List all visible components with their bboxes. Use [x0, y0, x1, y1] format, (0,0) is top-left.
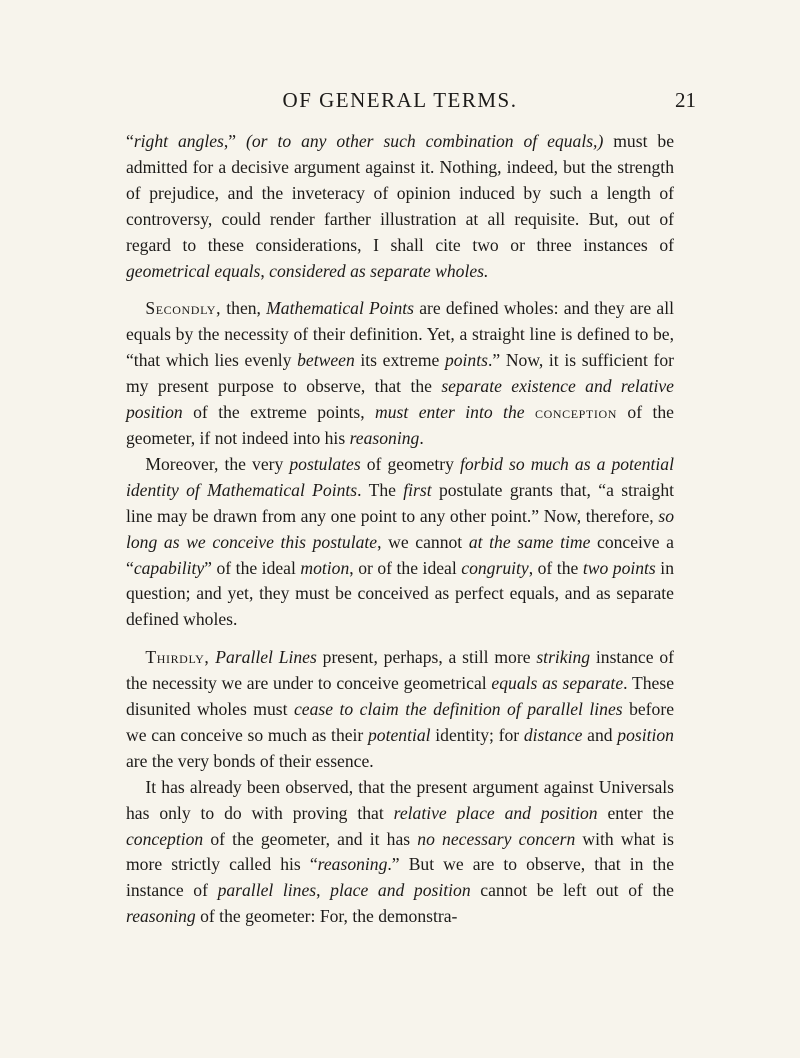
- italic-text: first: [403, 479, 432, 500]
- paragraph-2: [126, 296, 674, 451]
- text-run: of the extreme points,: [182, 402, 376, 423]
- italic-text: distance: [523, 724, 583, 745]
- paragraph-1: [126, 129, 674, 284]
- text-run: . The: [357, 479, 404, 500]
- text-run: postulate grants that, “a straight line may be drawn from any one point to any other point.” Now, therefore,: [126, 479, 674, 526]
- paragraph-3: [126, 452, 674, 633]
- italic-text: cease to claim the definition of parallel lines: [293, 699, 623, 720]
- text-run: [525, 402, 535, 422]
- small-caps-text: conception: [534, 402, 617, 423]
- text-run: before we can conceive so much as their: [126, 699, 675, 745]
- text-run: ,: [260, 260, 270, 281]
- italic-text: postulates: [289, 453, 361, 474]
- small-caps-text: Thirdly,: [145, 647, 210, 668]
- italic-text: potential: [368, 724, 431, 745]
- running-head: [0, 88, 800, 118]
- italic-text: geometrical equals: [126, 260, 261, 281]
- text-run: of the geometer, if not indeed into his: [126, 402, 674, 448]
- italic-text: so long as we conceive this postulate: [126, 505, 674, 552]
- running-title: OF GENERAL TERMS.: [282, 88, 518, 112]
- italic-text: parallel lines: [217, 880, 317, 901]
- paragraph-5: [126, 775, 674, 930]
- italic-text: conception: [126, 828, 204, 849]
- text-run: .: [419, 427, 424, 448]
- text-run: , we cannot: [377, 531, 469, 552]
- italic-text: equals as separate: [491, 673, 624, 694]
- text-run: and: [582, 724, 618, 745]
- italic-text: forbid so much as a potential identity of Mathematical Points: [126, 453, 674, 500]
- text-run: ” of the ideal: [204, 557, 301, 578]
- text-run: “: [126, 131, 134, 151]
- text-run: ,”: [223, 131, 247, 151]
- italic-text: at the same time: [468, 531, 591, 552]
- italic-text: must enter into the: [375, 402, 525, 423]
- text-run: with what is more strictly called his “: [126, 828, 674, 875]
- page-number: 21: [675, 88, 696, 112]
- text-run: Moreover, the very: [145, 453, 290, 474]
- text-run: its extreme: [354, 350, 445, 371]
- text-run: It has already been observed, that the present argument against Universals has only to do with proving that: [126, 776, 674, 823]
- italic-text: (or to any other such combination of equals,): [246, 131, 604, 151]
- italic-text: striking: [536, 647, 591, 668]
- italic-text: capability: [133, 557, 205, 578]
- italic-text: relative place and position: [393, 802, 598, 823]
- text-run: .” Now, it is sufficient for my present purpose to observe, that the: [126, 350, 674, 397]
- text-run: must be admitted for a decisive argument against it. Nothing, indeed, but the strength of prejudice, and the inveteracy of opinion induced by such a length of controversy, could render farther illustration at all requisite. But, out of regard to these considerations, I shall cite two or three instances of: [126, 131, 674, 255]
- italic-text: reasoning: [317, 854, 388, 875]
- text-run: cannot be left out of the: [470, 880, 674, 901]
- text-run: are defined wholes: and they are all equals by the necessity of their definition. Yet, a straight line is defined to be, “that which lies evenly: [126, 298, 674, 371]
- text-run: ,: [316, 880, 331, 901]
- text-run: present, perhaps, a still more: [316, 647, 537, 668]
- paragraph-4: [126, 645, 674, 775]
- italic-text: congruity: [461, 557, 529, 578]
- italic-text: separate existence and relative position: [126, 376, 674, 423]
- italic-text: reasoning: [126, 906, 196, 927]
- text-run: identity; for: [430, 724, 524, 745]
- small-caps-text: Secondly,: [145, 298, 222, 319]
- text-run: are the very bonds of their essence.: [126, 750, 374, 771]
- text-run: .” But we are to observe, that in the instance of: [126, 854, 674, 901]
- italic-text: place and position: [330, 880, 471, 901]
- italic-text: right angles: [133, 131, 224, 151]
- text-run: then,: [221, 298, 267, 319]
- text-run: , or of the ideal: [349, 557, 462, 578]
- italic-text: between: [297, 350, 355, 371]
- text-run: of geometry: [360, 453, 460, 474]
- text-run: instance of the necessity we are under to conceive geometrical: [126, 647, 674, 694]
- italic-text: no necessary concern: [417, 828, 576, 849]
- text-run: enter the: [597, 802, 674, 823]
- italic-text: motion: [300, 557, 350, 578]
- italic-text: Parallel Lines: [215, 647, 317, 668]
- italic-text: position: [617, 724, 674, 745]
- italic-text: reasoning: [349, 427, 420, 448]
- italic-text: two points: [582, 557, 656, 578]
- text-run: of the geometer, and it has: [203, 828, 418, 849]
- body-text: [126, 129, 674, 930]
- text-run: . These disunited wholes must: [126, 673, 674, 720]
- italic-text: points: [444, 350, 488, 371]
- text-run: , of the: [528, 557, 583, 578]
- text-run: in question; and yet, they must be conceived as perfect equals, and as separate defined wholes.: [126, 557, 674, 630]
- italic-text: considered as separate wholes.: [269, 260, 489, 281]
- italic-text: Mathematical Points: [266, 298, 415, 319]
- text-run: of the geometer: For, the demonstra-: [195, 906, 458, 927]
- text-run: conceive a “: [126, 531, 674, 578]
